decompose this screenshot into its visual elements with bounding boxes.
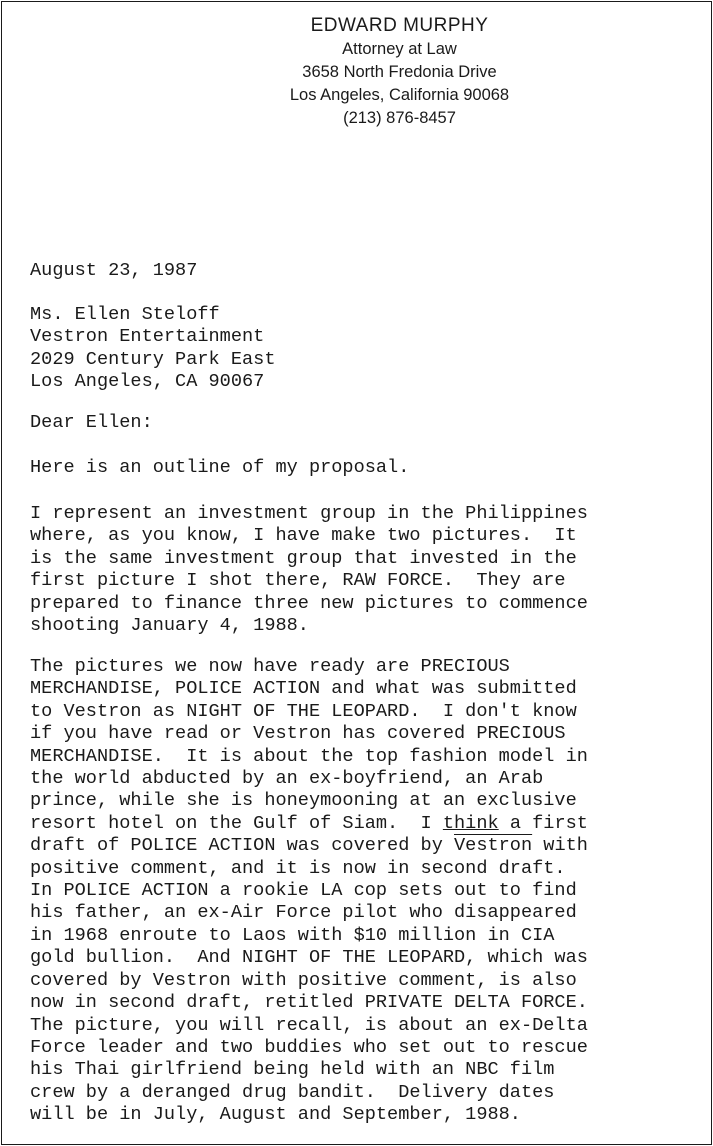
body-line: shooting January 4, 1988. <box>30 615 309 637</box>
recipient-line: Vestron Entertainment <box>30 326 265 348</box>
recipient-line: 2029 Century Park East <box>30 348 276 370</box>
body-line: The picture, you will recall, is about an ex-Delta <box>30 1014 588 1036</box>
body-line: where, as you know, I have make two pictures. It <box>30 525 577 547</box>
overlined-word: Vestron <box>454 835 533 857</box>
body-line: In POLICE ACTION a rookie LA cop sets out to find <box>30 880 577 902</box>
sender-name: EDWARD MURPHY <box>310 15 489 36</box>
body-line: The pictures we now have ready are PRECIOUS <box>30 656 510 677</box>
intro-line: Here is an outline of my proposal. <box>30 457 410 478</box>
body-line: his father, an ex-Air Force pilot who disappeared <box>30 902 577 924</box>
body-line: MERCHANDISE, POLICE ACTION and what was submitted <box>30 678 577 700</box>
body-line: to Vestron as NIGHT OF THE LEOPARD. I don't know <box>30 700 577 722</box>
body-line: prince, while she is honeymooning at an exclusive <box>30 790 577 812</box>
salutation: Dear Ellen: <box>30 412 153 433</box>
recipient-line: Los Angeles, CA 90067 <box>30 371 265 393</box>
body-line: first picture I shot there, RAW FORCE. They are <box>30 570 566 592</box>
paragraph-2 <box>30 656 588 1127</box>
body-line: Force leader and two buddies who set out to rescue <box>30 1036 588 1058</box>
body-text: resort hotel on the Gulf of Siam. I <box>30 812 443 834</box>
body-line: I represent an investment group in the Philippines <box>30 503 588 524</box>
body-line: his Thai girlfriend being held with an NBC film <box>30 1059 555 1081</box>
body-line <box>30 813 588 835</box>
underlined-word: think <box>442 812 499 834</box>
body-line: if you have read or Vestron has covered PRECIOUS <box>30 723 566 745</box>
body-line: in 1968 enroute to Laos with $10 million in CIA <box>30 924 555 946</box>
body-line: will be in July, August and September, 1988. <box>30 1104 521 1126</box>
paragraph-1 <box>30 503 588 637</box>
recipient-address <box>30 304 275 394</box>
letter-page <box>1 1 712 1145</box>
body-line: crew by a deranged drug bandit. Delivery dates <box>30 1081 555 1103</box>
letter-date: August 23, 1987 <box>30 260 198 281</box>
body-line: now in second draft, retitled PRIVATE DELTA FORCE. <box>30 992 588 1014</box>
body-line: gold bullion. And NIGHT OF THE LEOPARD, which was <box>30 947 588 969</box>
body-line: positive comment, and it is now in second draft. <box>30 857 566 879</box>
body-line: is the same investment group that invested in the <box>30 547 577 569</box>
sender-city: Los Angeles, California 90068 <box>289 86 510 104</box>
body-line: prepared to finance three new pictures to commence <box>30 592 588 614</box>
recipient-line: Ms. Ellen Steloff <box>30 304 220 325</box>
body-text: draft of POLICE ACTION was covered by <box>30 835 455 857</box>
sender-street: 3658 North Fredonia Drive <box>302 63 497 81</box>
sender-title: Attorney at Law <box>342 40 457 58</box>
body-text: with <box>532 835 588 857</box>
body-line: MERCHANDISE. It is about the top fashion model in <box>30 745 588 767</box>
sender-phone: (213) 876-8457 <box>343 109 456 127</box>
body-line: the world abducted by an ex-boyfriend, an Arab <box>30 768 544 790</box>
body-line <box>30 835 588 857</box>
body-text: a first <box>498 812 588 834</box>
letterhead <box>2 14 712 130</box>
body-line: covered by Vestron with positive comment, is also <box>30 969 577 991</box>
